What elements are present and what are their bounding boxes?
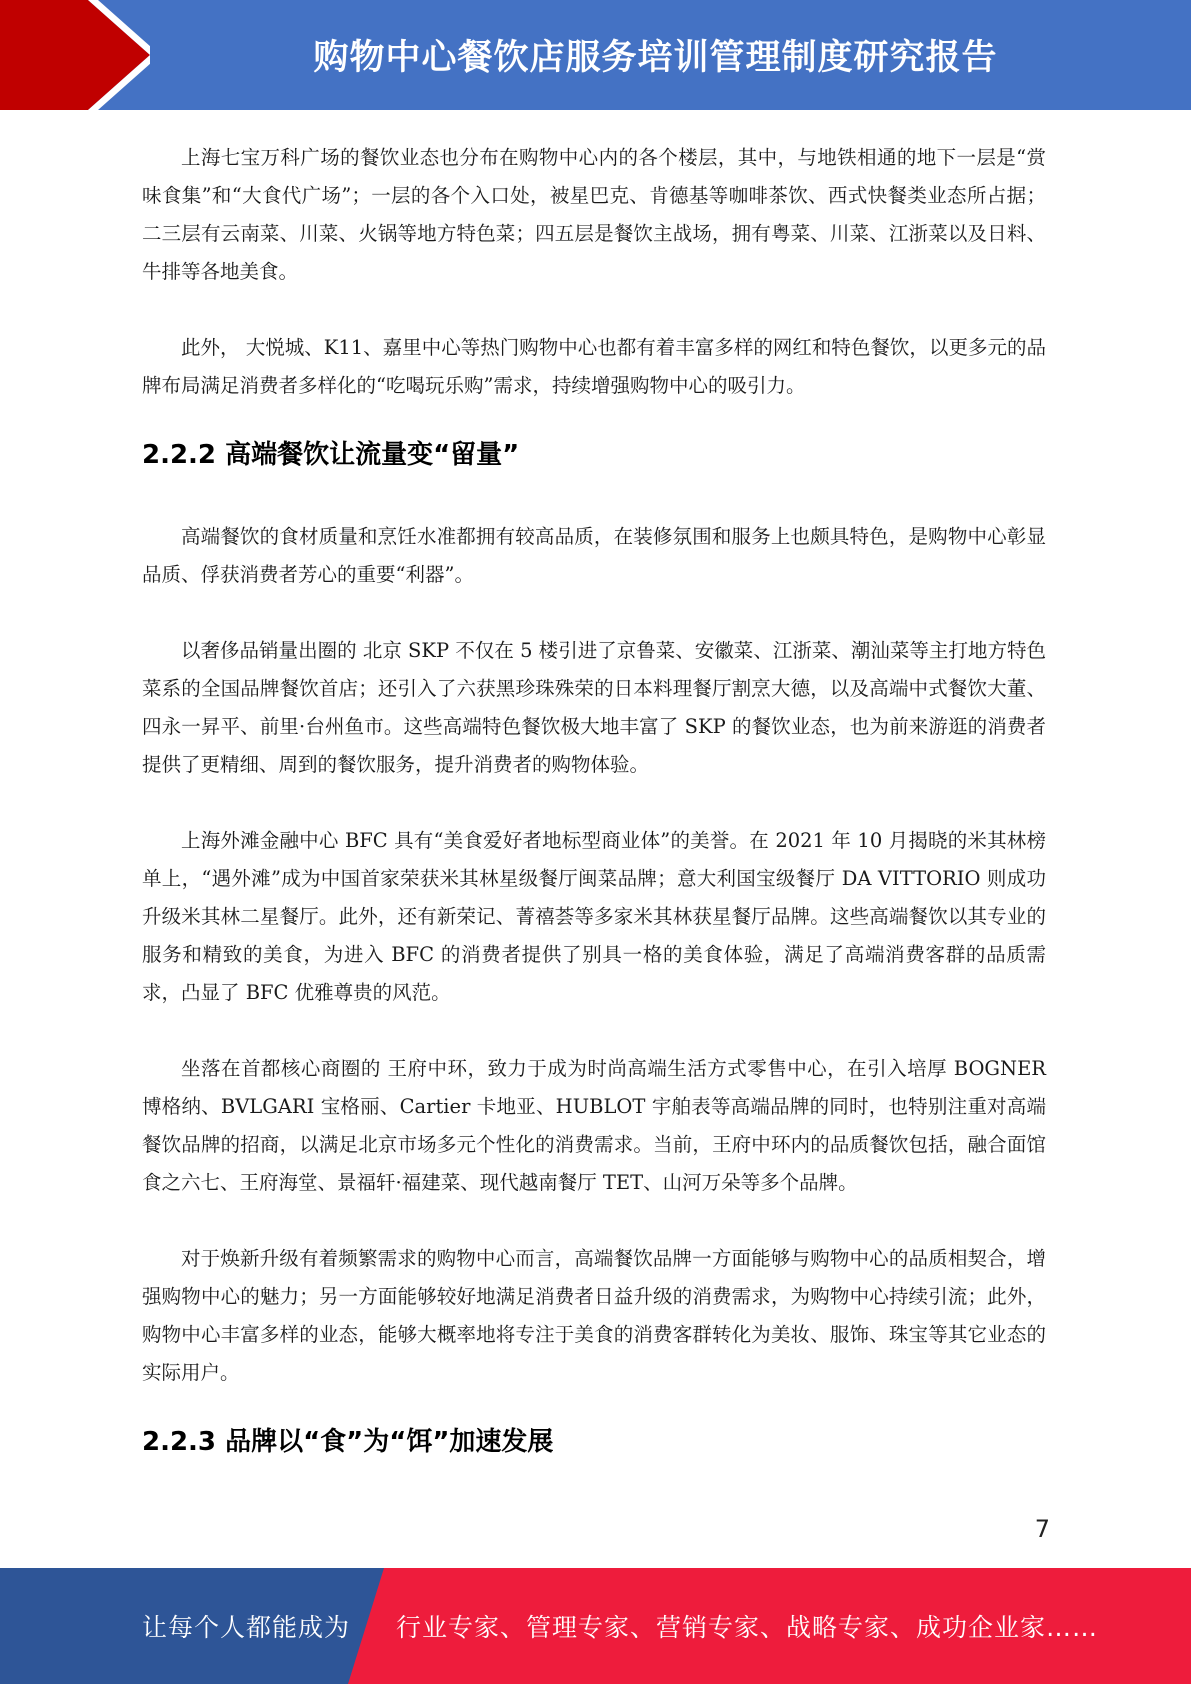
- paragraph-other-malls: 此外， 大悦城、K11、嘉里中心等热门购物中心也都有着丰富多样的网红和特色餐饮，以更多元的品牌布局满足消费者多样化的“吃喝玩乐购”需求，持续增强购物中心的吸引力。: [142, 336, 1046, 397]
- page-header: [0, 0, 1191, 110]
- paragraph-qibao-vanke: 上海七宝万科广场的餐饮业态也分布在购物中心内的各个楼层，其中，与地铁相通的地下一层是“赏味食集”和“大食代广场”；一层的各个入口处，被星巴克、肯德基等咖啡茶饮、西式快餐类业态所占据；二三层有云南菜、川菜、火锅等地方特色菜；四五层是餐饮主战场，拥有粤菜、川菜、江浙菜以及日料、牛排等各地美食。: [142, 146, 1046, 283]
- page-footer: [0, 1568, 1191, 1684]
- footer-slogan-left: 让每个人都能成为: [142, 1613, 351, 1642]
- document-title: 购物中心餐饮店服务培训管理制度研究报告: [313, 38, 998, 78]
- document-body: [142, 112, 1046, 1462]
- section-heading-2-2-3: 2.2.3 品牌以“食”为“饵”加速发展: [142, 1427, 554, 1457]
- paragraph-mall-upgrade: 对于焕新升级有着频繁需求的购物中心而言，高端餐饮品牌一方面能够与购物中心的品质相契合，增强购物中心的魅力；另一方面能够较好地满足消费者日益升级的消费需求，为购物中心持续引流；此外，购物中心丰富多样的业态，能够大概率地将专注于美食的消费客群转化为美妆、服饰、珠宝等其它业态的实际用户。: [142, 1247, 1046, 1384]
- page-number: 7: [1034, 1515, 1050, 1543]
- footer-slogan-right: 行业专家、管理专家、营销专家、战略专家、成功企业家……: [396, 1613, 1099, 1642]
- paragraph-wangfu-central: 坐落在首都核心商圈的 王府中环，致力于成为时尚高端生活方式零售中心，在引入培厚 BOGNER 博格纳、BVLGARI 宝格丽、Cartier 卡地亚、HUBLOT 宇舶表等高端品牌的同时，也特别注重对高端餐饮品牌的招商，以满足北京市场多元个性化的消费需求。当前，王府中环内的品质餐饮包括，融合面馆食之六七、王府海堂、景福轩·福建菜、现代越南餐厅 TET、山河万朵等多个品牌。: [142, 1057, 1046, 1194]
- paragraph-beijing-skp: 以奢侈品销量出圈的 北京 SKP 不仅在 5 楼引进了京鲁菜、安徽菜、江浙菜、潮汕菜等主打地方特色菜系的全国品牌餐饮首店；还引入了六获黑珍珠殊荣的日本料理餐厅割烹大德，以及高端中式餐饮大董、四永一昇平、前里·台州鱼市。这些高端特色餐饮极大地丰富了 SKP 的餐饮业态，也为前来游逛的消费者提供了更精细、周到的餐饮服务，提升消费者的购物体验。: [142, 639, 1046, 776]
- header-red-chevron: [0, 0, 150, 110]
- paragraph-high-end-dining: 高端餐饮的食材质量和烹饪水准都拥有较高品质，在装修氛围和服务上也颇具特色，是购物中心彰显品质、俘获消费者芳心的重要“利器”。: [142, 525, 1046, 586]
- section-heading-2-2-2: 2.2.2 高端餐饮让流量变“留量”: [142, 440, 520, 470]
- paragraph-shanghai-bfc: 上海外滩金融中心 BFC 具有“美食爱好者地标型商业体”的美誉。在 2021 年 10 月揭晓的米其林榜单上，“遇外滩”成为中国首家荣获米其林星级餐厅闽菜品牌；意大利国宝级餐厅 DA VITTORIO 则成功升级米其林二星餐厅。此外，还有新荣记、菁禧荟等多家米其林获星餐厅品牌。这些高端餐饮以其专业的服务和精致的美食，为进入 BFC 的消费者提供了别具一格的美食体验，满足了高端消费客群的品质需求，凸显了 BFC 优雅尊贵的风范。: [142, 829, 1046, 1004]
